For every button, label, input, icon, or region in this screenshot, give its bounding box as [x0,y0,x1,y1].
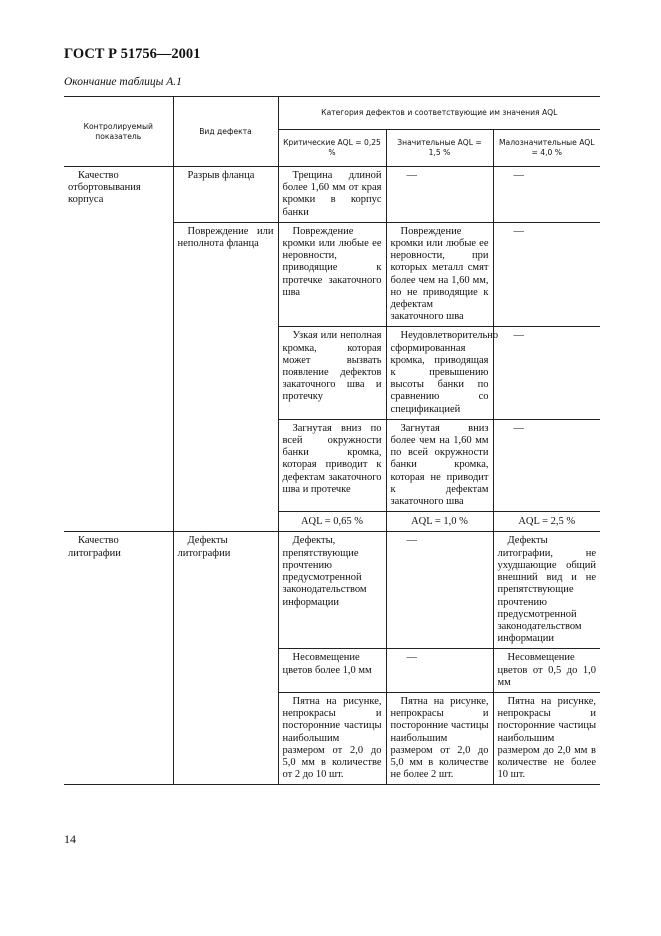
page-number: 14 [64,832,76,846]
critical-cell: Несовмещение цветов более 1,0 мм [278,649,386,693]
critical-cell: Повреждение кромки или любые ее неровности, приводящие к протечке закаточного шва [278,222,386,327]
header-indicator: Контролируемый показатель [64,97,173,167]
significant-cell: Пятна на рисунке, непрокрасы и посторонние частицы наибольшим размером от 2,0 до 5,0 мм в количестве не более 2 шт. [386,692,493,784]
critical-cell: Пятна на рисунке, непрокрасы и посторонние частицы наибольшим размером от 2,0 до 5,0 мм в количестве от 2 до 10 шт. [278,692,386,784]
table-row [64,532,600,649]
critical-cell: Узкая или неполная кромка, которая может вызвать появление дефектов закаточного шва и протечку [278,327,386,419]
document-title: ГОСТ Р 51756—2001 [64,46,201,62]
significant-cell: Загнутая вниз более чем на 1,60 мм по всей окружности банки кромка, которая не приводит к дефектам закаточного шва [386,419,493,511]
defect-type-cell: Разрыв фланца [173,167,278,223]
header-defect-type: Вид дефекта [173,97,278,167]
significant-cell: — [386,649,493,693]
minor-cell: — [493,419,600,511]
minor-cell: — [493,327,600,419]
critical-cell: Дефекты, препятствующие прочтению предусмотренной законодательством информации [278,532,386,649]
significant-cell: Неудовлетворительно сформированная кромка, приводящая к превышению высоты банки по сравнению со спецификацией [386,327,493,419]
header-category: Категория дефектов и соответствующие им значения AQL [278,97,600,130]
aql-minor: AQL = 2,5 % [493,512,600,532]
defect-type-cell: Дефекты литографии [173,532,278,785]
significant-cell: — [386,532,493,649]
critical-cell: Трещина длиной более 1,60 мм от края кромки в корпус банки [278,167,386,223]
table-row [64,167,600,223]
header-critical: Критические AQL = 0,25 % [278,130,386,167]
header-significant: Значительные AQL = 1,5 % [386,130,493,167]
significant-cell: — [386,167,493,223]
indicator-cell: Качество отбортовывания корпуса [64,167,173,532]
minor-cell: Пятна на рисунке, непрокрасы и посторонние частицы наибольшим размером до 2,0 мм в количестве не более 10 шт. [493,692,600,784]
aql-critical: AQL = 0,65 % [278,512,386,532]
table-caption: Окончание таблицы А.1 [64,76,182,88]
minor-cell: Несовмещение цветов от 0,5 до 1,0 мм [493,649,600,693]
minor-cell: Дефекты литографии, не ухудшающие общий внешний вид и не препятствующие прочтению предусмотренной законодательством информации [493,532,600,649]
indicator-cell: Качество литографии [64,532,173,785]
defects-table [64,96,600,785]
defect-type-cell: Повреждение или неполнота фланца [173,222,278,532]
critical-cell: Загнутая вниз по всей окружности банки кромка, которая приводит к дефектам закаточного шва и протечке [278,419,386,511]
minor-cell: — [493,167,600,223]
aql-significant: AQL = 1,0 % [386,512,493,532]
minor-cell: — [493,222,600,327]
significant-cell: Повреждение кромки или любые ее неровности, при которых металл смят более чем на 1,60 мм, но не приводящие к дефектам закаточного шва [386,222,493,327]
header-minor: Малозначительные AQL = 4,0 % [493,130,600,167]
